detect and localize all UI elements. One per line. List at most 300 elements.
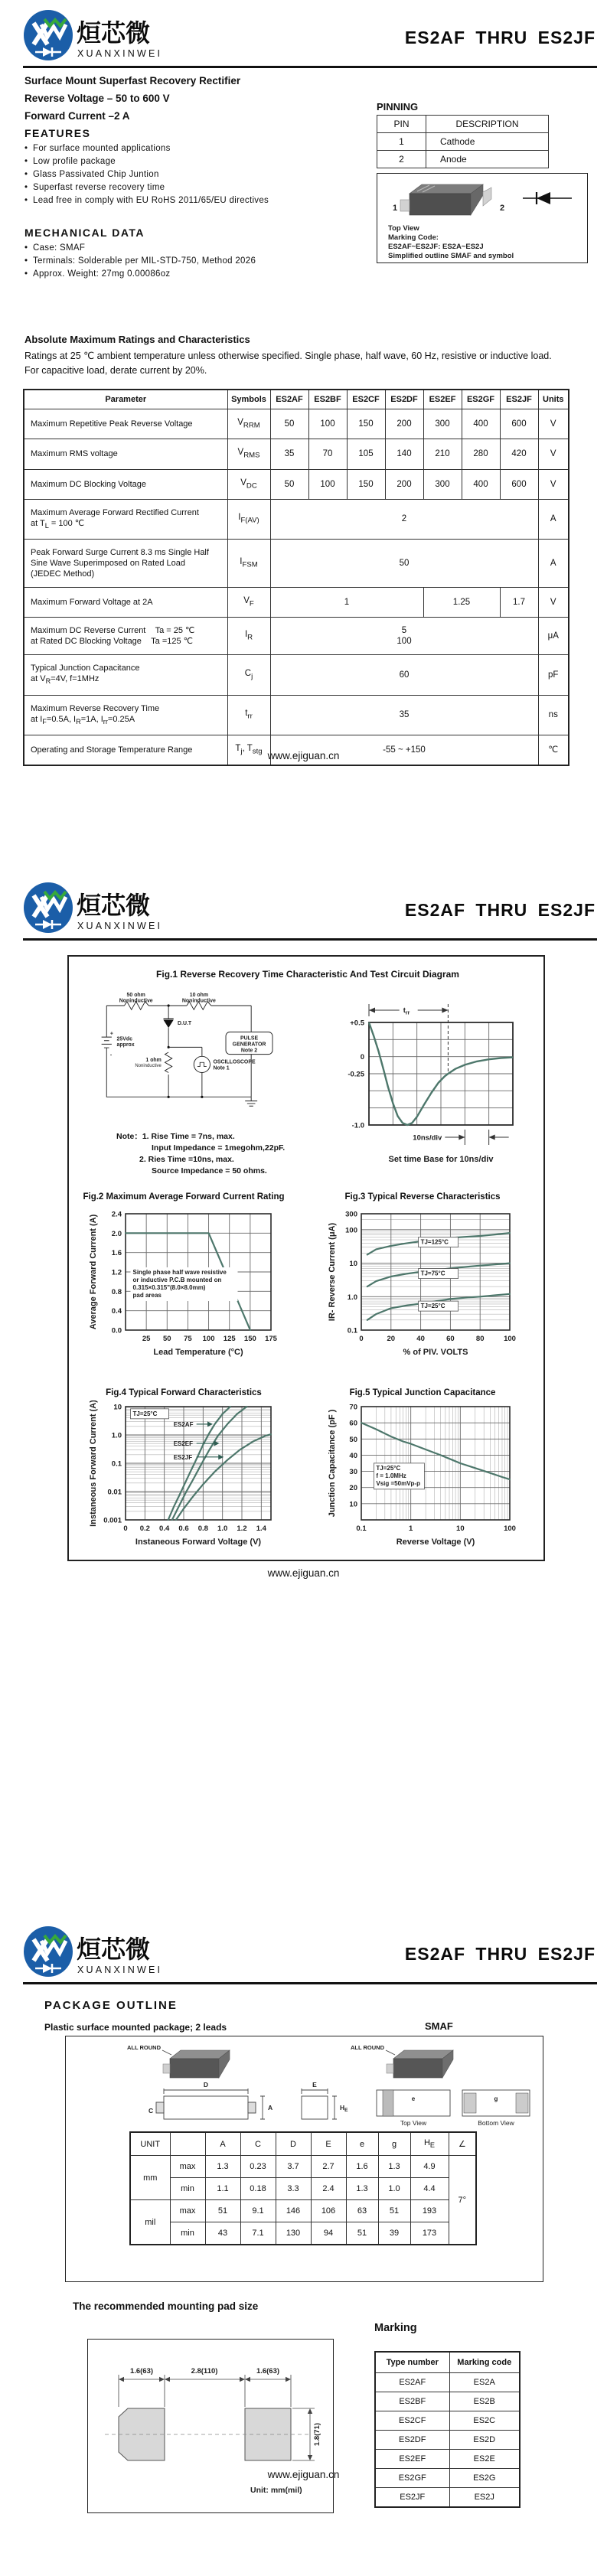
table-cell: Maximum DC Reverse Current Ta = 25 ℃ at Rated DC Blocking Voltage Ta =125 ℃ bbox=[24, 618, 227, 655]
table-cell: 146 bbox=[276, 2200, 311, 2222]
svg-text:Single phase half wave resisti: Single phase half wave resistive bbox=[132, 1269, 227, 1277]
svg-text:50: 50 bbox=[162, 1335, 171, 1343]
svg-text:0.8: 0.8 bbox=[111, 1287, 122, 1296]
table-cell: D bbox=[276, 2132, 311, 2156]
table-cell: min bbox=[170, 2222, 205, 2245]
logo-chinese-name: 烜芯微 bbox=[77, 1935, 151, 1963]
feature-item: • For surface mounted applications bbox=[24, 142, 354, 155]
table-cell: ∠ bbox=[449, 2132, 476, 2156]
svg-text:Instaneous Forward Current (A): Instaneous Forward Current (A) bbox=[89, 1400, 98, 1527]
table-cell: 51 bbox=[378, 2200, 410, 2222]
test-circuit-diagram bbox=[96, 990, 274, 1113]
smaf-3d-package bbox=[400, 184, 491, 215]
svg-text:0: 0 bbox=[360, 1053, 364, 1062]
table-cell: Maximum Average Forward Rectified Current at $T_L = 100$ ℃ bbox=[24, 499, 227, 539]
table-cell: Maximum Forward Voltage at 2A bbox=[24, 588, 227, 618]
dim-e-label: E bbox=[312, 2081, 317, 2089]
svg-text:175: 175 bbox=[265, 1335, 277, 1343]
mounting-pad-title: The recommended mounting pad size bbox=[73, 2300, 259, 2312]
table-cell: $H_E$ bbox=[410, 2132, 449, 2156]
svg-text:1.2: 1.2 bbox=[237, 1524, 247, 1533]
table-cell: A bbox=[538, 499, 569, 539]
table-cell: Maximum Reverse Recovery Time at $I_F=0.5A$, $I_R=1A$, $I_{rr}=0.25A$ bbox=[24, 695, 227, 735]
svg-text:80: 80 bbox=[475, 1335, 485, 1343]
table-cell: 7.1 bbox=[240, 2222, 276, 2245]
outline-symbol-caption: Simplified outline SMAF and symbol bbox=[388, 252, 514, 260]
page1-footer-url: www.ejiguan.cn bbox=[267, 750, 340, 761]
feature-item: • Glass Passivated Chip Juntion bbox=[24, 168, 354, 181]
svg-text:2.4: 2.4 bbox=[111, 1210, 122, 1219]
table-cell: 1.25 bbox=[423, 588, 500, 618]
package-outline-box bbox=[65, 2036, 543, 2282]
table-cell: ES2DF bbox=[375, 2431, 449, 2450]
feature-item: • Low profile package bbox=[24, 155, 354, 168]
logo-english-name: XUANXINWEI bbox=[77, 1965, 163, 1975]
marking-table bbox=[374, 2351, 520, 2508]
svg-text:100: 100 bbox=[504, 1335, 516, 1343]
svg-text:70: 70 bbox=[349, 1403, 357, 1412]
svg-text:10: 10 bbox=[349, 1500, 357, 1509]
table-cell: 0.23 bbox=[240, 2156, 276, 2178]
table-cell: Type number bbox=[375, 2352, 449, 2373]
ratings-title: Absolute Maximum Ratings and Characteristics bbox=[24, 334, 250, 345]
table-cell: min bbox=[170, 2178, 205, 2200]
table-cell: ES2E bbox=[449, 2450, 520, 2469]
table-cell: 106 bbox=[311, 2200, 346, 2222]
table-cell: 150 bbox=[347, 469, 385, 499]
table-cell: V bbox=[538, 469, 569, 499]
table-cell: pF bbox=[538, 655, 569, 695]
marking-code-value: ES2AF~ES2JF: ES2A~ES2J bbox=[388, 243, 484, 251]
mechanical-item: • Approx. Weight: 27mg 0.00086oz bbox=[24, 268, 354, 281]
table-cell: 51 bbox=[346, 2222, 378, 2245]
pin1-label: 1 bbox=[393, 204, 398, 213]
table-cell: DESCRIPTION bbox=[426, 116, 549, 133]
table-cell: 43 bbox=[205, 2222, 240, 2245]
pad-dim-right: 1.6(63) bbox=[256, 2367, 280, 2375]
fig4-forward-characteristics-chart bbox=[87, 1400, 279, 1557]
svg-text:Instaneous Forward Voltage (V): Instaneous Forward Voltage (V) bbox=[135, 1537, 262, 1547]
svg-text:0: 0 bbox=[123, 1524, 128, 1533]
table-cell: 1.7 bbox=[500, 588, 538, 618]
table-cell: 51 bbox=[205, 2200, 240, 2222]
page1-header-logo bbox=[21, 8, 328, 64]
ratings-desc-line: For capacitive load, derate current by 20%. bbox=[24, 365, 207, 376]
logo-english-name: XUANXINWEI bbox=[77, 921, 163, 931]
table-cell: 50 bbox=[270, 409, 308, 439]
table-cell: 5 100 bbox=[270, 618, 538, 655]
package-topview-drawing bbox=[377, 174, 586, 262]
table-cell: max bbox=[170, 2200, 205, 2222]
svg-text:0.8: 0.8 bbox=[197, 1524, 208, 1533]
table-cell: $t_{rr}$ bbox=[227, 695, 270, 735]
iso-view-2 bbox=[387, 2050, 453, 2078]
svg-text:40: 40 bbox=[416, 1335, 425, 1343]
table-cell: 4.9 bbox=[410, 2156, 449, 2178]
table-cell: ℃ bbox=[538, 735, 569, 765]
svg-text:Average Forward Current (A): Average Forward Current (A) bbox=[89, 1214, 98, 1330]
dut-label: D.U.T bbox=[178, 1021, 192, 1027]
table-cell: Units bbox=[538, 390, 569, 409]
table-cell: 210 bbox=[423, 439, 462, 469]
svg-text:1.2: 1.2 bbox=[111, 1268, 122, 1277]
svg-text:100: 100 bbox=[202, 1335, 215, 1343]
table-cell: 2 bbox=[270, 499, 538, 539]
table-cell: ES2C bbox=[449, 2411, 520, 2431]
table-cell: 300 bbox=[423, 409, 462, 439]
table-cell: 60 bbox=[270, 655, 538, 695]
table-cell: 105 bbox=[347, 439, 385, 469]
table-cell: 300 bbox=[423, 469, 462, 499]
subtitle-line: Forward Current –2 A bbox=[24, 110, 130, 122]
table-cell: ES2CF bbox=[375, 2411, 449, 2431]
svg-text:0.0: 0.0 bbox=[111, 1326, 122, 1335]
marking-code-caption: Marking Code: bbox=[388, 233, 439, 242]
table-cell: 600 bbox=[500, 409, 538, 439]
dim-g-label: g bbox=[494, 2095, 498, 2102]
table-cell: ES2JF bbox=[500, 390, 538, 409]
svg-text:Note 2: Note 2 bbox=[240, 1048, 258, 1054]
header-rule bbox=[23, 938, 597, 941]
svg-text:% of PIV. VOLTS: % of PIV. VOLTS bbox=[403, 1348, 468, 1357]
package-outline-title: PACKAGE OUTLINE bbox=[44, 1999, 178, 2012]
package-topview-box bbox=[377, 173, 588, 263]
table-cell: ES2CF bbox=[347, 390, 385, 409]
table-cell: ES2GF bbox=[462, 390, 500, 409]
table-cell: 1.3 bbox=[205, 2156, 240, 2178]
pad-dim-mid: 2.8(110) bbox=[191, 2367, 218, 2375]
dim-c-label: C bbox=[148, 2107, 154, 2115]
table-cell: 150 bbox=[347, 409, 385, 439]
r3-label: 1 ohm bbox=[145, 1057, 162, 1063]
topview-caption: Top View bbox=[388, 224, 419, 233]
mechanical-item: • Terminals: Solderable per MIL-STD-750, Method 2026 bbox=[24, 255, 354, 268]
svg-text:Set time Base for 10ns/div: Set time Base for 10ns/div bbox=[388, 1155, 494, 1164]
page3-header-logo bbox=[21, 1924, 328, 1981]
table-cell: Cathode bbox=[426, 133, 549, 151]
table-cell: Typical Junction Capacitance at $V_R=4V$, f=1MHz bbox=[24, 655, 227, 695]
dim-a-label: A bbox=[268, 2104, 273, 2111]
table-cell: 1.6 bbox=[346, 2156, 378, 2178]
table-cell: 50 bbox=[270, 540, 538, 588]
oscilloscope-label: OSCILLOSCOPE bbox=[213, 1059, 256, 1065]
svg-text:25: 25 bbox=[142, 1335, 151, 1343]
svg-text:-1.0: -1.0 bbox=[351, 1121, 364, 1130]
top-view bbox=[377, 2090, 450, 2116]
table-cell: ES2J bbox=[449, 2488, 520, 2508]
svg-text:Lead Temperature (°C): Lead Temperature (°C) bbox=[153, 1348, 243, 1357]
table-cell: Maximum RMS voltage bbox=[24, 439, 227, 469]
table-cell: ES2DF bbox=[385, 390, 423, 409]
dut-diode-icon bbox=[163, 1020, 173, 1029]
table-cell: 1.3 bbox=[378, 2156, 410, 2178]
svg-text:Noninductive: Noninductive bbox=[181, 998, 216, 1004]
oscilloscope-icon bbox=[194, 1056, 210, 1072]
table-cell bbox=[170, 2132, 205, 2156]
table-cell: 2 bbox=[377, 151, 426, 168]
table-cell: e bbox=[346, 2132, 378, 2156]
bottom-view-label: Bottom View bbox=[478, 2119, 514, 2127]
r2-label: 10 ohm bbox=[189, 993, 209, 999]
table-cell: Parameter bbox=[24, 390, 227, 409]
fig5-title: Fig.5 Typical Junction Capacitance bbox=[349, 1388, 496, 1397]
table-cell: ES2AF bbox=[375, 2373, 449, 2392]
top-view-label: Top View bbox=[400, 2119, 427, 2127]
feature-item: • Superfast reverse recovery time bbox=[24, 181, 354, 194]
table-cell: ES2JF bbox=[375, 2488, 449, 2508]
table-cell: PIN bbox=[377, 116, 426, 133]
svg-text:100: 100 bbox=[345, 1226, 357, 1235]
table-cell: ES2D bbox=[449, 2431, 520, 2450]
table-cell: 193 bbox=[410, 2200, 449, 2222]
table-cell: 1 bbox=[270, 588, 423, 618]
svg-text:TJ=25°C: TJ=25°C bbox=[420, 1303, 445, 1310]
svg-text:30: 30 bbox=[349, 1468, 357, 1477]
svg-text:-: - bbox=[109, 1052, 113, 1058]
svg-text:0.4: 0.4 bbox=[111, 1307, 122, 1316]
svg-text:Noninductive: Noninductive bbox=[119, 998, 153, 1004]
table-cell: ES2AF bbox=[270, 390, 308, 409]
svg-text:TJ=125°C: TJ=125°C bbox=[420, 1238, 449, 1246]
logo-chinese-name: 烜芯微 bbox=[77, 892, 151, 919]
svg-text:40: 40 bbox=[349, 1451, 357, 1460]
ground-icon bbox=[245, 1097, 257, 1106]
svg-text:0.4: 0.4 bbox=[159, 1524, 170, 1533]
battery-label: 25Vdc bbox=[116, 1036, 132, 1042]
table-cell: Symbols bbox=[227, 390, 270, 409]
svg-text:0.1: 0.1 bbox=[347, 1326, 357, 1335]
svg-text:1.0: 1.0 bbox=[347, 1293, 357, 1302]
table-cell: ES2BF bbox=[308, 390, 347, 409]
package-name-label: SMAF bbox=[425, 2020, 453, 2032]
svg-text:60: 60 bbox=[349, 1419, 357, 1428]
table-cell: ES2EF bbox=[375, 2450, 449, 2469]
side-view bbox=[302, 2089, 337, 2119]
company-logo bbox=[21, 880, 328, 937]
table-cell: C bbox=[240, 2132, 276, 2156]
svg-text:0.315×0.315"(8.0×8.0mm): 0.315×0.315"(8.0×8.0mm) bbox=[132, 1284, 206, 1292]
features-list bbox=[24, 142, 354, 207]
table-cell: 3.3 bbox=[276, 2178, 311, 2200]
r1-label: 50 ohm bbox=[126, 993, 145, 999]
svg-text:ES2AF: ES2AF bbox=[173, 1420, 194, 1428]
table-cell: 0.18 bbox=[240, 2178, 276, 2200]
table-cell: ES2G bbox=[449, 2469, 520, 2488]
pad-dim-height: 1.8(71) bbox=[313, 2422, 321, 2447]
battery-symbol bbox=[102, 1037, 112, 1048]
svg-text:f = 1.0MHz: f = 1.0MHz bbox=[376, 1472, 406, 1479]
note-line: 2. Ries Time =10ns, max. bbox=[139, 1155, 234, 1164]
svg-text:75: 75 bbox=[184, 1335, 192, 1343]
pulse-generator-label: PULSE bbox=[240, 1035, 259, 1042]
ratings-description bbox=[24, 349, 591, 378]
svg-text:10: 10 bbox=[113, 1403, 122, 1412]
table-cell: 63 bbox=[346, 2200, 378, 2222]
table-cell: Marking code bbox=[449, 2352, 520, 2373]
svg-text:-0.25: -0.25 bbox=[348, 1070, 364, 1079]
pinning-table bbox=[377, 115, 550, 168]
table-cell: 39 bbox=[378, 2222, 410, 2245]
mechanical-data-list bbox=[24, 242, 354, 281]
table-cell: 1.3 bbox=[346, 2178, 378, 2200]
svg-text:150: 150 bbox=[243, 1335, 256, 1343]
table-cell: 70 bbox=[308, 439, 347, 469]
product-subtitles bbox=[24, 72, 346, 125]
svg-text:0.01: 0.01 bbox=[107, 1488, 122, 1497]
svg-text:0.1: 0.1 bbox=[356, 1524, 367, 1533]
svg-text:20: 20 bbox=[387, 1335, 396, 1343]
svg-text:60: 60 bbox=[446, 1335, 455, 1343]
table-cell: $T_j$, $T_{stg}$ bbox=[227, 735, 270, 765]
svg-text:+0.5: +0.5 bbox=[350, 1019, 364, 1028]
allround-label-1: ALL ROUND bbox=[126, 2044, 161, 2051]
dim-d-label: D bbox=[203, 2081, 209, 2089]
pad-unit-label: Unit: mm(mil) bbox=[250, 2486, 302, 2495]
fig3-title: Fig.3 Typical Reverse Characteristics bbox=[344, 1192, 501, 1202]
svg-text:Vsig =50mVp-p: Vsig =50mVp-p bbox=[376, 1479, 420, 1487]
mounting-pad-drawing bbox=[88, 2340, 332, 2512]
table-cell: V bbox=[538, 409, 569, 439]
page3-footer-url: www.ejiguan.cn bbox=[267, 2469, 340, 2480]
pinning-title: PINNING bbox=[377, 101, 419, 112]
fig1-notes bbox=[116, 1131, 331, 1177]
table-cell: $V_{DC}$ bbox=[227, 469, 270, 499]
package-outline-subtitle: Plastic surface mounted package; 2 leads bbox=[44, 2022, 227, 2033]
table-cell: 50 bbox=[270, 469, 308, 499]
svg-text:10: 10 bbox=[349, 1260, 357, 1269]
table-cell: 100 bbox=[308, 409, 347, 439]
svg-text:or inductive P.C.B mounted on: or inductive P.C.B mounted on bbox=[132, 1277, 222, 1284]
mechanical-data-title: MECHANICAL DATA bbox=[24, 227, 145, 239]
fig5-junction-capacitance-chart bbox=[326, 1400, 517, 1557]
table-cell: 35 bbox=[270, 439, 308, 469]
svg-text:1: 1 bbox=[409, 1524, 413, 1533]
table-cell: μA bbox=[538, 618, 569, 655]
table-cell: 173 bbox=[410, 2222, 449, 2245]
table-cell: ES2EF bbox=[423, 390, 462, 409]
table-cell: ES2GF bbox=[375, 2469, 449, 2488]
table-cell: Anode bbox=[426, 151, 549, 168]
table-cell: ES2A bbox=[449, 2373, 520, 2392]
svg-text:pad areas: pad areas bbox=[132, 1292, 162, 1299]
table-cell: 1 bbox=[377, 133, 426, 151]
resistor-1ohm bbox=[165, 1052, 171, 1073]
svg-text:0.2: 0.2 bbox=[139, 1524, 150, 1533]
svg-text:20: 20 bbox=[349, 1484, 357, 1493]
table-cell: 9.1 bbox=[240, 2200, 276, 2222]
table-cell: A bbox=[205, 2132, 240, 2156]
table-cell: 140 bbox=[385, 439, 423, 469]
table-cell: 2.4 bbox=[311, 2178, 346, 2200]
svg-text:trr: $t_{rr}$ bbox=[403, 1006, 410, 1016]
table-cell: 280 bbox=[462, 439, 500, 469]
front-view bbox=[156, 2089, 265, 2119]
svg-text:0.6: 0.6 bbox=[178, 1524, 189, 1533]
note-line: Input Impedance = 1megohm,22pF. bbox=[152, 1143, 286, 1153]
table-cell: $I_{F(AV)}$ bbox=[227, 499, 270, 539]
svg-text:1.0: 1.0 bbox=[111, 1431, 122, 1440]
ratings-table bbox=[23, 389, 571, 766]
svg-text:approx: approx bbox=[116, 1042, 135, 1048]
svg-text:+: + bbox=[109, 1031, 113, 1037]
table-cell: Maximum DC Blocking Voltage bbox=[24, 469, 227, 499]
fig3-reverse-characteristics-chart bbox=[326, 1205, 517, 1369]
logo-chinese-name: 烜芯微 bbox=[77, 19, 151, 47]
table-cell: A bbox=[538, 540, 569, 588]
svg-text:0.001: 0.001 bbox=[103, 1516, 122, 1525]
svg-text:Noninductive: Noninductive bbox=[135, 1064, 162, 1069]
svg-text:ES2EF: ES2EF bbox=[173, 1440, 194, 1448]
table-cell: 1.0 bbox=[378, 2178, 410, 2200]
table-cell: 94 bbox=[311, 2222, 346, 2245]
page3-title: ES2AF THRU ES2JF bbox=[404, 1944, 596, 1964]
svg-text:0.1: 0.1 bbox=[111, 1459, 122, 1469]
table-cell: 35 bbox=[270, 695, 538, 735]
svg-text:50: 50 bbox=[349, 1435, 357, 1444]
table-cell: $V_F$ bbox=[227, 588, 270, 618]
table-cell: 420 bbox=[500, 439, 538, 469]
mechanical-item: • Case: SMAF bbox=[24, 242, 354, 255]
subtitle-line: Surface Mount Superfast Recovery Rectifier bbox=[24, 75, 241, 86]
table-cell: mil bbox=[130, 2200, 170, 2245]
allround-label-2: ALL ROUND bbox=[350, 2044, 384, 2051]
svg-text:ES2JF: ES2JF bbox=[173, 1453, 193, 1461]
table-cell: $V_{RRM}$ bbox=[227, 409, 270, 439]
svg-text:Junction Capacitance (pF ): Junction Capacitance (pF ) bbox=[328, 1409, 337, 1518]
page2-title: ES2AF THRU ES2JF bbox=[404, 900, 596, 920]
table-cell: ES2BF bbox=[375, 2392, 449, 2411]
table-cell: $V_{RMS}$ bbox=[227, 439, 270, 469]
table-cell: 3.7 bbox=[276, 2156, 311, 2178]
fig4-title: Fig.4 Typical Forward Characteristics bbox=[106, 1388, 262, 1397]
pad-dim-left: 1.6(63) bbox=[129, 2367, 154, 2375]
ratings-desc-line: Ratings at 25 ℃ ambient temperature unless otherwise specified. Single phase, half wave, 60 Hz, resistive or inductive load. bbox=[24, 351, 552, 361]
table-cell: -55 ~ +150 bbox=[270, 735, 538, 765]
table-cell: mm bbox=[130, 2156, 170, 2200]
table-cell: 1.1 bbox=[205, 2178, 240, 2200]
table-cell: 4.4 bbox=[410, 2178, 449, 2200]
dim-e2-label: e bbox=[411, 2095, 416, 2102]
svg-text:0: 0 bbox=[359, 1335, 364, 1343]
table-cell: 2.7 bbox=[311, 2156, 346, 2178]
svg-text:2.0: 2.0 bbox=[111, 1229, 122, 1238]
subtitle-line: Reverse Voltage – 50 to 600 V bbox=[24, 93, 170, 104]
table-cell: Maximum Repetitive Peak Reverse Voltage bbox=[24, 409, 227, 439]
table-cell: g bbox=[378, 2132, 410, 2156]
diode-symbol-icon bbox=[523, 192, 572, 204]
table-cell: E bbox=[311, 2132, 346, 2156]
table-cell: 130 bbox=[276, 2222, 311, 2245]
header-rule bbox=[23, 66, 597, 68]
dimensions-table bbox=[129, 2131, 475, 2245]
table-cell: $C_j$ bbox=[227, 655, 270, 695]
svg-text:300: 300 bbox=[345, 1210, 357, 1219]
fig2-title: Fig.2 Maximum Average Forward Current Rating bbox=[83, 1192, 285, 1202]
svg-text:TJ=75°C: TJ=75°C bbox=[420, 1270, 445, 1277]
table-cell: Peak Forward Surge Current 8.3 ms Single Half Sine Wave Superimposed on Rated Load (JEDEC Method) bbox=[24, 540, 227, 588]
company-logo bbox=[21, 8, 328, 64]
page2-header-logo bbox=[21, 880, 328, 937]
svg-text:Note 1: Note 1 bbox=[213, 1065, 230, 1071]
table-cell: 600 bbox=[500, 469, 538, 499]
fig2-forward-current-chart bbox=[87, 1205, 279, 1369]
package-outline-drawing bbox=[72, 2043, 535, 2127]
table-cell: UNIT bbox=[130, 2132, 170, 2156]
svg-text:Reverse Voltage (V): Reverse Voltage (V) bbox=[396, 1537, 475, 1547]
svg-text:1.0: 1.0 bbox=[217, 1524, 228, 1533]
svg-text:TJ=25°C: TJ=25°C bbox=[132, 1410, 158, 1417]
table-cell: V bbox=[538, 439, 569, 469]
